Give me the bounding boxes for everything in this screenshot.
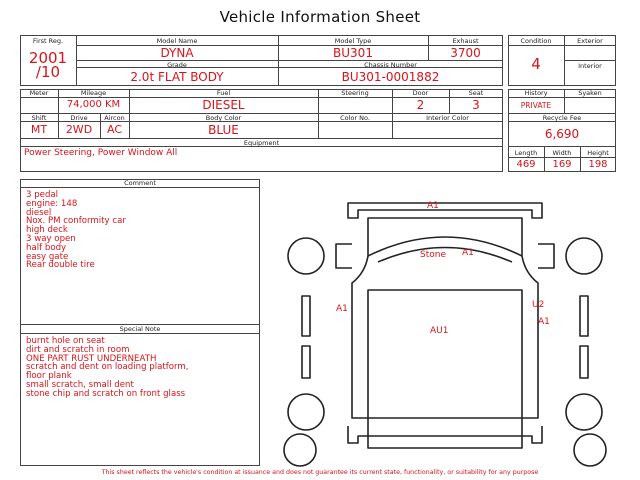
door-value: 2 <box>416 98 425 112</box>
sheet-title: Vehicle Information Sheet <box>219 8 421 26</box>
shift-label: Shift <box>31 114 47 122</box>
mark-stone-a1: A1 <box>462 248 474 258</box>
note-line: ONE PART RUST UNDERNEATH <box>26 353 157 364</box>
rear-left-wheel <box>288 394 324 430</box>
note-line: scratch and dent on loading platform, <box>26 362 189 373</box>
front-bumper <box>348 426 542 443</box>
mark-right-u2: U2 <box>532 300 545 310</box>
exhaust-value: 3700 <box>450 46 481 60</box>
special-note-label: Special Note <box>119 325 161 333</box>
grade-label: Grade <box>167 61 187 69</box>
model-type-value: BU301 <box>333 46 373 60</box>
equipment-value: Power Steering, Power Window All <box>24 148 178 158</box>
mark-left: A1 <box>336 304 348 314</box>
rear-right-wheel <box>566 394 602 430</box>
model-name-label: Model Name <box>156 37 198 45</box>
left-mirror <box>336 244 352 268</box>
front-right-wheel <box>566 238 602 274</box>
width-label: Width <box>552 149 572 157</box>
chassis-value: BU301-0001882 <box>341 70 440 84</box>
note-line: burnt hole on seat <box>26 336 105 346</box>
interior-label: Interior <box>578 62 602 70</box>
bed-interior <box>368 290 522 418</box>
footer-disclaimer: This sheet reflects the vehicle's condition at issuance and does not guarantee its current state, functionality, or suitability for any purpose <box>101 469 539 476</box>
width-value: 169 <box>552 159 572 170</box>
length-label: Length <box>514 149 538 157</box>
left-step <box>302 346 310 378</box>
history-value: PRIVATE <box>520 101 552 110</box>
recycle-fee-value: 6,690 <box>544 127 580 141</box>
mark-right-a1: A1 <box>538 317 550 327</box>
condition-label: Condition <box>520 37 552 45</box>
chassis-label: Chassis Number <box>364 61 417 69</box>
spare-wheel-right <box>574 434 606 466</box>
recycle-fee-label: Recycle Fee <box>542 114 582 122</box>
height-value: 198 <box>588 159 608 170</box>
mark-top: A1 <box>427 201 439 211</box>
right-rail <box>580 296 588 336</box>
drive-label: Drive <box>70 114 88 122</box>
comment-label: Comment <box>124 179 156 187</box>
aircon-label: Aircon <box>104 114 125 122</box>
comment-line: 3 pedal <box>26 190 59 200</box>
exterior-label: Exterior <box>577 37 603 45</box>
aircon-value: AC <box>106 123 122 136</box>
door-label: Door <box>412 89 429 97</box>
history-label: History <box>524 89 548 97</box>
first-reg-year: 2001 <box>28 49 68 67</box>
exhaust-label: Exhaust <box>452 37 479 45</box>
comment-line: 3 way open <box>26 233 76 244</box>
body-color-value: BLUE <box>208 123 239 137</box>
fuel-label: Fuel <box>216 89 231 97</box>
color-no-label: Color No. <box>340 114 370 122</box>
first-reg-month: /10 <box>35 63 61 81</box>
comment-line: half body <box>26 242 67 253</box>
fuel-value: DIESEL <box>202 98 245 112</box>
comment-line: diesel <box>26 207 52 218</box>
first-reg-label: First Reg. <box>32 37 64 45</box>
interior-color-label: Interior Color <box>426 114 469 122</box>
drive-value: 2WD <box>65 123 93 136</box>
left-rail <box>302 296 310 336</box>
comment-line: engine: 148 <box>26 198 78 209</box>
syaken-label: Syaken <box>578 89 602 97</box>
note-line: small scratch, small dent <box>26 379 134 390</box>
special-note-list <box>26 337 189 399</box>
seat-value: 3 <box>472 98 480 112</box>
meter-label: Meter <box>29 89 49 97</box>
right-mirror <box>538 244 554 268</box>
note-line: stone chip and scratch on front glass <box>26 388 186 399</box>
height-label: Height <box>587 149 609 157</box>
rear-gate-outline <box>348 203 542 218</box>
body-color-label: Body Color <box>205 114 242 122</box>
mileage-value: 74,000 KM <box>66 99 121 110</box>
comment-line: Nox. PM conformity car <box>26 216 126 227</box>
truck-damage-diagram <box>270 178 620 470</box>
grade-value: 2.0t FLAT BODY <box>130 70 224 84</box>
front-left-wheel <box>288 238 324 274</box>
comment-list <box>26 191 126 270</box>
model-type-label: Model Type <box>334 37 372 45</box>
shift-value: MT <box>30 123 48 136</box>
steering-label: Steering <box>341 89 369 97</box>
note-line: dirt and scratch in room <box>26 344 130 355</box>
spare-wheel-left <box>284 434 316 466</box>
seat-label: Seat <box>468 89 484 97</box>
mark-center: AU1 <box>430 326 449 336</box>
model-name-value: DYNA <box>160 46 194 60</box>
condition-value: 4 <box>531 55 541 73</box>
comment-line: Rear double tire <box>26 260 95 271</box>
note-line: floor plank <box>26 371 72 382</box>
right-step <box>580 346 588 378</box>
comment-line: high deck <box>26 225 68 236</box>
mark-stone: Stone <box>420 250 446 260</box>
length-value: 469 <box>516 159 536 170</box>
comment-line: easy gate <box>26 251 69 262</box>
mileage-label: Mileage <box>80 89 107 97</box>
equipment-label: Equipment <box>243 139 280 147</box>
